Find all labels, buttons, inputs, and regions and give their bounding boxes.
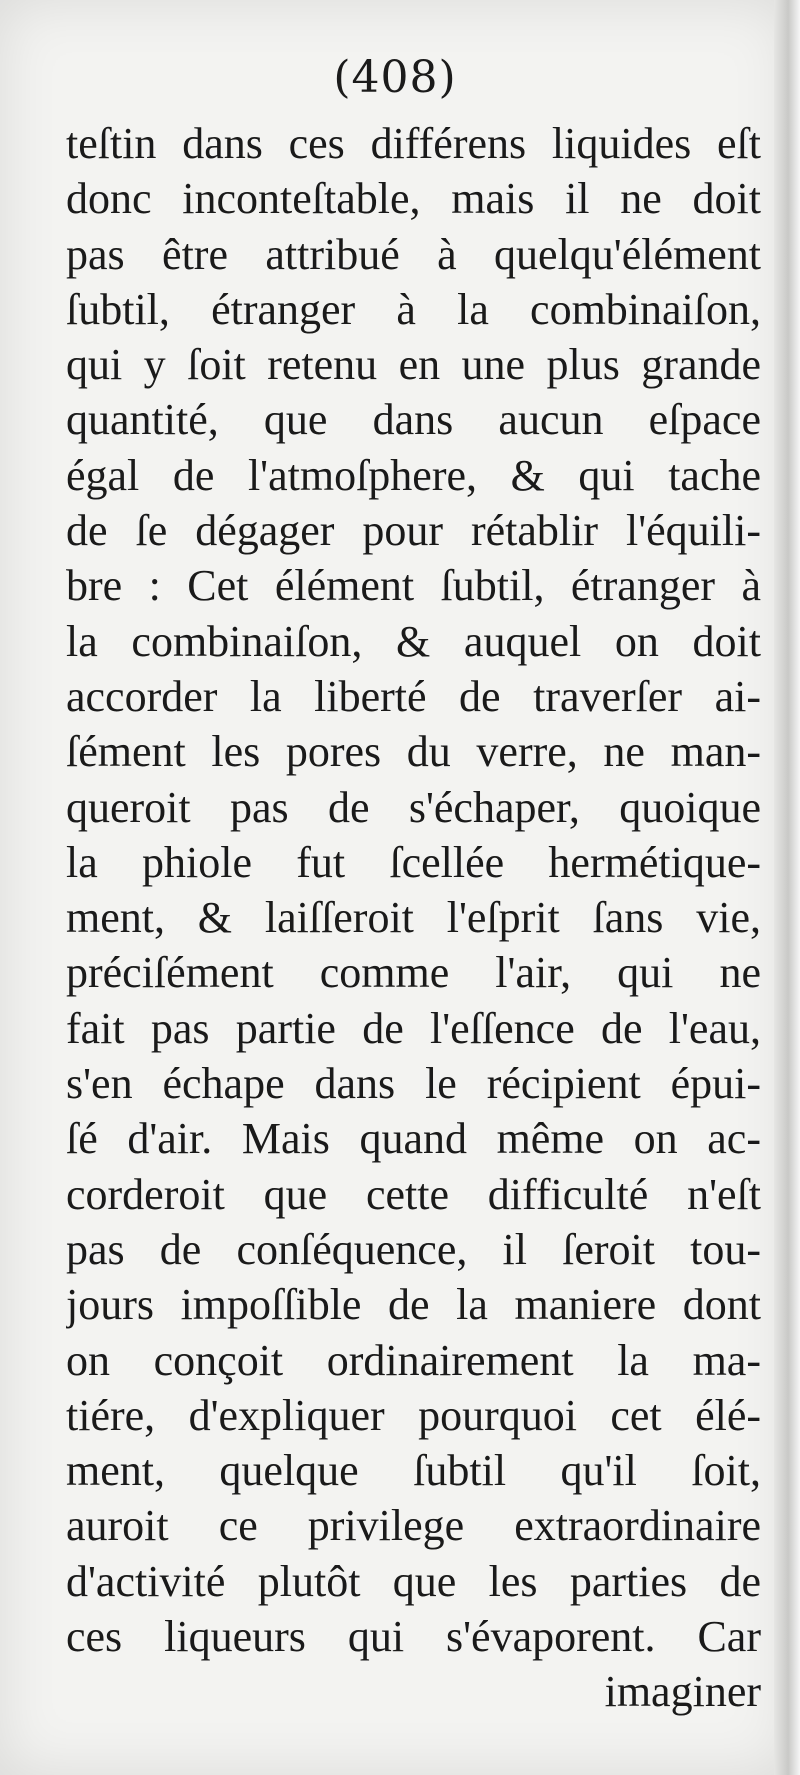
text-line: corderoit que cette difficulté n'eſt (66, 1169, 761, 1219)
text-line: tiére, d'expliquer pourquoi cet élé- (66, 1390, 761, 1440)
text-line: ſément les pores du verre, ne man- (66, 727, 761, 777)
text-line: auroit ce privilege extraordinaire (66, 1501, 761, 1551)
body-text (66, 116, 761, 1720)
text-line: bre : Cet élément ſubtil, étranger à (66, 561, 761, 611)
text-line: de ſe dégager pour rétablir l'équili- (66, 506, 761, 556)
text-line: ſubtil, étranger à la combinaiſon, (66, 284, 761, 334)
text-line: teſtin dans ces différens liquides eſt (66, 119, 761, 168)
text-line: queroit pas de s'échaper, quoique (66, 782, 761, 832)
text-line: pas de conſéquence, il ſeroit tou- (66, 1224, 761, 1274)
text-line: ment, quelque ſubtil qu'il ſoit, (66, 1446, 761, 1496)
page-binding-edge (774, 0, 800, 1775)
text-line: quantité, que dans aucun eſpace (66, 395, 761, 445)
text-line: jours impoſſible de la maniere dont (66, 1280, 761, 1330)
text-line: la phiole fut ſcellée hermétique- (66, 837, 761, 887)
text-line: qui y ſoit retenu en une plus grande (66, 340, 761, 390)
text-line: égal de l'atmoſphere, & qui tache (66, 450, 761, 500)
text-line: ſé d'air. Mais quand même on ac- (66, 1114, 761, 1164)
text-line: s'en échape dans le récipient épui- (66, 1059, 761, 1109)
text-line: ces liqueurs qui s'évaporent. Car (66, 1612, 761, 1662)
text-line: donc inconteſtable, mais il ne doit (66, 174, 761, 224)
text-line: ment, & laiſſeroit l'eſprit ſans vie, (66, 893, 761, 943)
text-line: on conçoit ordinairement la ma- (66, 1335, 761, 1385)
text-line: pas être attribué à quelqu'élément (66, 229, 761, 279)
text-line: préciſément comme l'air, qui ne (66, 948, 761, 998)
text-line: accorder la liberté de traverſer ai- (66, 671, 761, 721)
text-line: imaginer (604, 1667, 761, 1717)
page-number: (408) (333, 52, 457, 103)
text-line: d'activité plutôt que les parties de (66, 1556, 761, 1606)
text-line: fait pas partie de l'eſſence de l'eau, (66, 1003, 761, 1053)
text-line: la combinaiſon, & auquel on doit (66, 616, 761, 666)
